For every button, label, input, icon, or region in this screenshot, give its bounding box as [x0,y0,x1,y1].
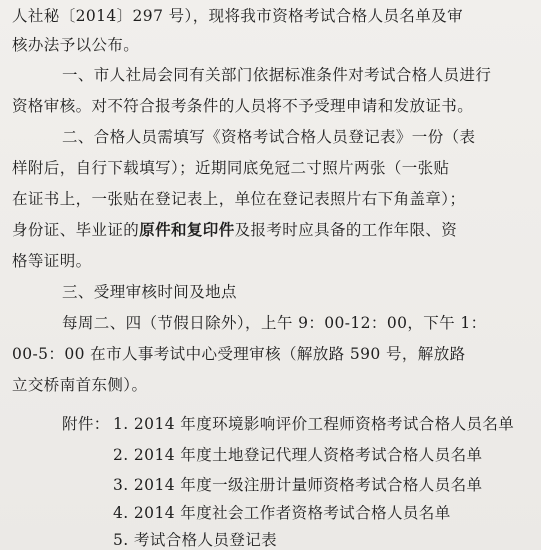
section-2-line-5: 格等证明。 [12,252,92,270]
section-2-line-3: 在证书上，一张贴在登记表上，单位在登记表照片右下角盖章）； [12,190,466,208]
section-3-line-2: 00-5：00 在市人事考试中心受理审核（解放路 590 号，解放路 [12,345,466,363]
section-3-line-3: 立交桥南首东侧）。 [12,376,148,394]
text-line-1: 人社秘〔2014〕297 号），现将我市资格考试合格人员名单及审 [12,7,464,25]
section-3-line-1: 每周二、四（节假日除外），上午 9：00-12：00，下午 1： [62,314,487,332]
section-1-line-2: 资格审核。对不符合报考条件的人员将不予受理申请和发放证书。 [12,97,474,115]
section-2-line-4 [12,220,457,240]
text-span-documents: 身份证、毕业证的 [12,221,140,239]
section-1-heading-line: 一、市人社局会同有关部门依据标准条件对考试合格人员进行 [62,66,492,84]
text-line-2: 核办法予以公布。 [12,36,140,54]
section-3-heading: 三、受理审核时间及地点 [62,283,237,301]
emphasis-originals-copies: 原件和复印件 [139,220,235,239]
section-2-heading-line: 二、合格人员需填写《资格考试合格人员登记表》一份（表 [62,128,476,146]
attachment-item-4: 4. 2014 年度社会工作者资格考试合格人员名单 [113,504,451,522]
attachment-item-5: 5. 考试合格人员登记表 [113,531,278,549]
attachment-item-3: 3. 2014 年度一级注册计量师资格考试合格人员名单 [113,476,483,494]
attachment-item-1: 1. 2014 年度环境影响评价工程师资格考试合格人员名单 [113,415,515,433]
text-span-requirements: 及报考时应具备的工作年限、资 [234,221,458,239]
section-2-line-2: 样附后，自行下载填写）；近期同底免冠二寸照片两张（一张贴 [12,159,450,177]
attachments-label: 附件： [62,415,110,433]
attachment-item-2: 2. 2014 年度土地登记代理人资格考试合格人员名单 [113,446,483,464]
